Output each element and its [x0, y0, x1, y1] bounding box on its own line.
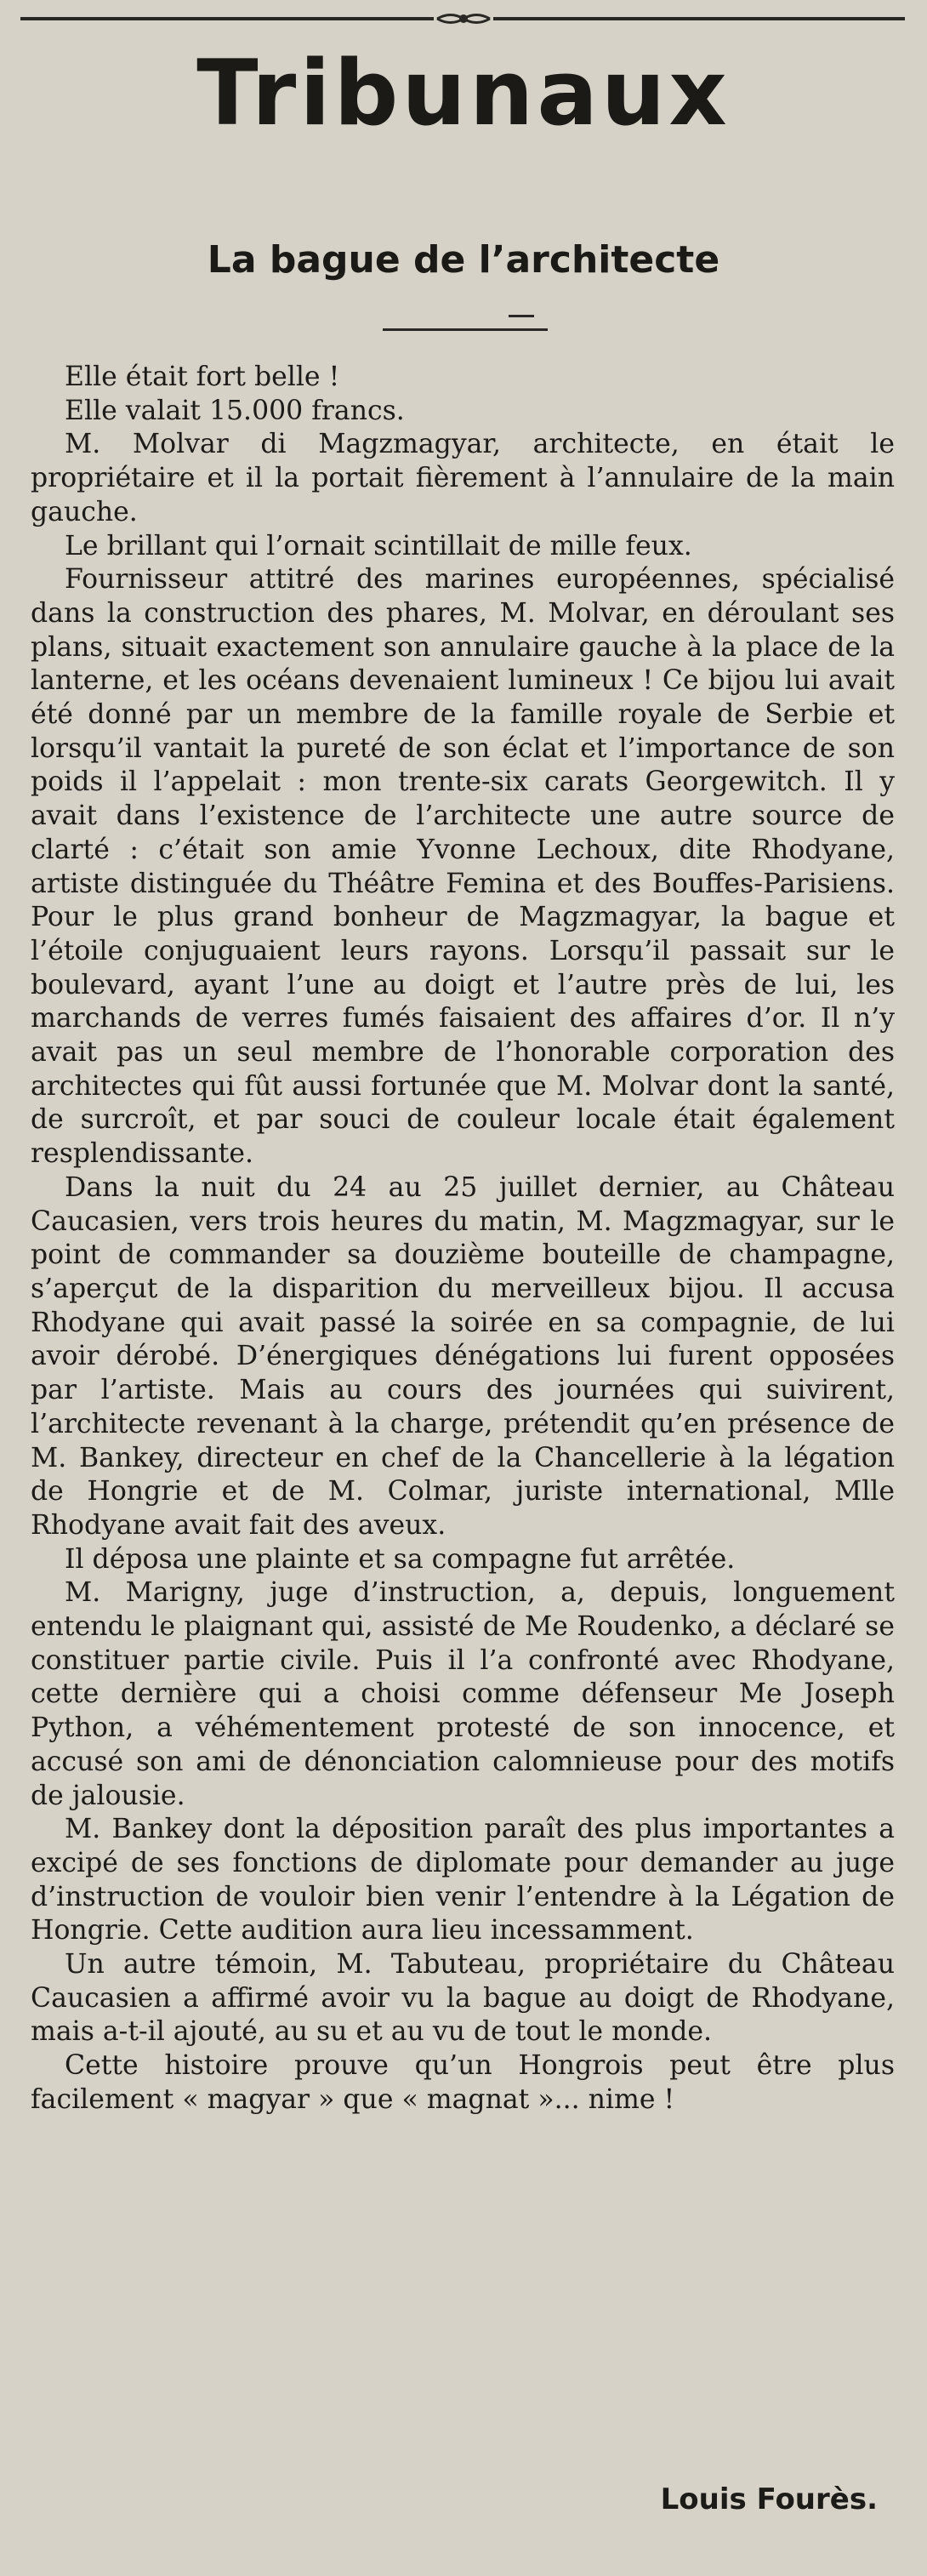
ornament-icon: [434, 9, 493, 28]
article-headline: La bague de l’architecte: [207, 238, 720, 282]
headline-divider: [383, 328, 548, 331]
article-body: [31, 361, 895, 2117]
paragraph: Il déposa une plainte et sa compagne fut arrêtée.: [65, 1543, 736, 1575]
paragraph: M. Bankey dont la déposition paraît des plus importantes a excipé de ses fonctions de diplomate pour demander au juge d’instruction de vouloir bien venir l’entendre à la Légation de Hongrie. Cette audition aura lieu incessamment.: [31, 1814, 895, 1946]
paragraph: Elle valait 15.000 francs.: [65, 395, 405, 426]
paragraph: Cette histoire prouve qu’un Hongrois peut être plus facilement « magyar » que « magnat »... nime !: [31, 2050, 895, 2115]
paragraph: Dans la nuit du 24 au 25 juillet dernier, au Château Caucasien, vers trois heures du matin, M. Magzmagyar, sur le point de commander sa douzième bouteille de champagne, s’aperçut de la disparition du merveilleux bijou. Il accusa Rhodyane qui avait passé la soirée en sa compagnie, de lui avoir dérobé. D’énergiques dénégations lui furent opposées par l’artiste. Mais au cours des journées qui suivirent, l’architecte revenant à la charge, prétendit qu’en présence de M. Bankey, directeur en chef de la Chancellerie à la légation de Hongrie et de M. Colmar, juriste international, Mlle Rhodyane avait fait des aveux.: [31, 1171, 895, 1541]
paragraph: M. Marigny, juge d’instruction, a, depuis, longuement entendu le plaignant qui, assisté de Me Roudenko, a déclaré se constituer partie civile. Puis il l’a confronté avec Rhodyane, cette dernière qui a choisi comme défenseur Me Joseph Python, a véhémentement protesté de son innocence, et accusé son ami de dénonciation calomnieuse pour des motifs de jalousie.: [31, 1577, 895, 1811]
paragraph: Fournisseur attitré des marines européennes, spécialisé dans la construction des phares, M. Molvar, en déroulant ses plans, situait exactement son annulaire gauche à la place de la lanterne, et les océans devenaient lumineux ! Ce bijou lui avait été donné par un membre de la famille royale de Serbie et lorsqu’il vantait la pureté de son éclat et l’importance de son poids il l’appelait : mon trente-six carats Georgewitch. Il y avait dans l’existence de l’architecte une autre source de clarté : c’était son amie Yvonne Lechoux, dite Rhodyane, artiste distinguée du Théâtre Femina et des Bouffes-Parisiens. Pour le plus grand bonheur de Magzmagyar, la bague et l’étoile conjuguaient leurs rayons. Lorsqu’il passait sur le boulevard, ayant l’une au doigt et l’autre près de lui, les marchands de verres fumés faisaient des affaires d’or. Il n’y avait pas un seul membre de l’honorable corporation des architectes qui fût aussi fortunée que M. Molvar dont la santé, de surcroît, et par souci de couleur locale était également resplendissante.: [31, 564, 895, 1170]
paragraph: Elle était fort belle !: [65, 362, 340, 392]
top-ornamental-rule: [20, 17, 905, 20]
paragraph: Le brillant qui l’ornait scintillait de mille feux.: [65, 530, 692, 561]
section-title: Tribunaux: [196, 41, 731, 145]
headline-divider-accent: [509, 315, 534, 317]
author-signature: Louis Fourès.: [660, 2482, 878, 2516]
paragraph: M. Molvar di Magzmagyar, architecte, en était le propriétaire et il la portait fièrement à l’annulaire de la main gauche.: [31, 429, 895, 527]
paragraph: Un autre témoin, M. Tabuteau, propriétaire du Château Caucasien a affirmé avoir vu la bague au doigt de Rhodyane, mais a-t-il ajouté, au su et au vu de tout le monde.: [31, 1949, 895, 2048]
